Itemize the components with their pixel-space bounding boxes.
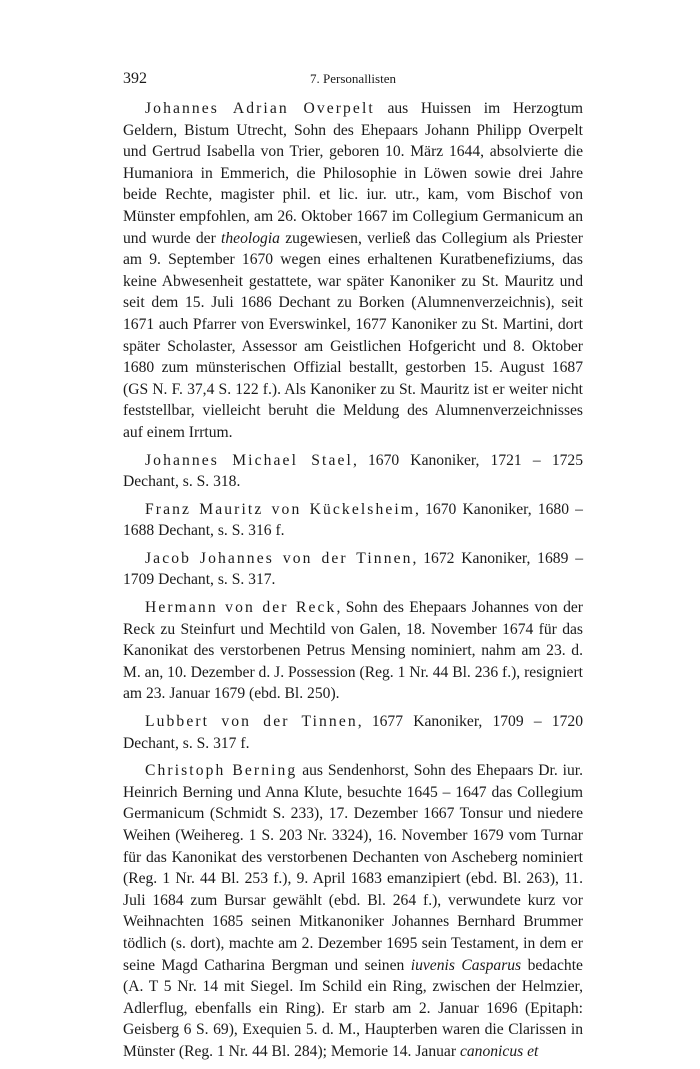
entry-jacob-tinnen xyxy=(123,548,583,591)
entry-kueckelsheim xyxy=(123,499,583,542)
entry-name: Christoph Berning xyxy=(145,762,298,780)
entry-berning xyxy=(123,760,583,1062)
entry-text: , Sohn des Ehepaars Johannes von der Reck zu Steinfurt und Mechtild von Galen, 18. November 1674 für das Kanonikat des verstorbenen Petrus Mensing nominiert, nahm am 23. d. M. an, 10. Dezember d. J. Possession (Reg. 1 Nr. 44 Bl. 236 f.), resigniert am 23. Januar 1679 (ebd. Bl. 250). xyxy=(123,599,583,703)
entry-text-italic: iuvenis Casparus xyxy=(410,956,522,974)
entry-text: , 1672 Kanoniker, 1689 – 1709 Dechant, s. S. 317. xyxy=(123,549,583,589)
entry-reck xyxy=(123,597,583,705)
document-page xyxy=(123,70,583,1069)
entry-name: Johannes Adrian Overpelt xyxy=(145,100,375,117)
running-title: 7. Personallisten xyxy=(310,71,396,86)
entry-text: zugewiesen, verließ das Collegium als Priester am 9. September 1670 wegen eines erhaltenen Kuratbenefiziums, das keine Abwesenheit gestattete, war später Kanoniker zu St. Mauritz und seit dem 15. Juli 1686 Dechant zu Borken (Alumnenverzeichnis), seit 1671 auch Pfarrer von Everswinkel, 1677 Kanoniker zu St. Martini, dort später Scholaster, Assessor am Geistlichen Hofgericht und 8. Oktober 1680 zum münsterischen Offizial bestallt, gestorben 15. August 1687 (GS N. F. 37,4 S. 122 f.). Als Kanoniker zu St. Mauritz ist er weiter nicht feststellbar, vielleicht beruht die Meldung des Alumnenverzeichnisses auf einem Irrtum. xyxy=(123,229,584,441)
entry-name: Hermann von der Reck xyxy=(145,599,337,617)
entry-text-italic: canonicus et xyxy=(459,1042,539,1060)
entry-text: , 1670 Kanoniker, 1721 – 1725 Dechant, s. S. 318. xyxy=(123,451,584,491)
entry-text: bedachte (A. T 5 Nr. 14 mit Siegel. Im Schild ein Ring, zwischen der Helmzier, Adlerflug, ebenfalls ein Ring). Er starb am 2. Januar 1696 (Epitaph: Geisberg 6 S. 69), Exequien 5. d. M., Haupterben waren die Clarissen in Münster (Reg. 1 Nr. 44 Bl. 284); Memorie 14. Januar xyxy=(123,956,583,1060)
entry-text-italic: theologia xyxy=(221,229,280,247)
page-number: 392 xyxy=(123,70,147,87)
entry-text: , 1670 Kanoniker, 1680 – 1688 Dechant, s. S. 316 f. xyxy=(123,500,583,540)
entry-name: Franz Mauritz von Kückelsheim xyxy=(145,500,416,518)
entry-name: Lubbert von der Tinnen xyxy=(145,713,358,731)
entry-name: Jacob Johannes von der Tinnen xyxy=(145,549,413,567)
entry-stael xyxy=(123,450,583,493)
entry-text: aus Sendenhorst, Sohn des Ehepaars Dr. iur. Heinrich Berning und Anna Klute, besuchte 1645 – 1647 das Collegium Germanicum (Schmidt S. 233), 17. Dezember 1667 Tonsur und niedere Weihen (Weihereg. 1 S. 203 Nr. 3324), 16. November 1679 vom Turnar für das Kanonikat des verstorbenen Dechanten von Ascheberg nominiert (Reg. 1 Nr. 44 Bl. 253 f.), 9. April 1683 emanzipiert (ebd. Bl. 263), 11. Juli 1684 zum Bursar gewählt (ebd. Bl. 264 f.), verwundete kurz vor Weihnachten 1685 seinen Mitkanoniker Johannes Bernhard Brummer tödlich (s. dort), machte am 2. Dezember 1695 sein Testament, in dem er seine Magd Catharina Bergman und seinen xyxy=(123,762,583,974)
entry-text: aus Huissen im Herzogtum Geldern, Bistum Utrecht, Sohn des Ehepaars Johann Philipp Overpelt und Gertrud Isabella von Trier, geboren 10. März 1644, absolvierte die Humaniora in Emmerich, die Philosophie in Löwen sowie drei Jahre beide Rechte, magister phil. et lic. iur. utr., kam, vom Bischof von Münster empfohlen, am 26. Oktober 1667 im Collegium Germanicum an und wurde der xyxy=(123,100,583,247)
entry-lubbert-tinnen xyxy=(123,711,583,754)
entry-name: Johannes Michael Stael xyxy=(145,451,353,469)
running-head xyxy=(123,70,583,92)
entry-list xyxy=(123,98,583,1063)
entry-text: , 1677 Kanoniker, 1709 – 1720 Dechant, s. S. 317 f. xyxy=(123,713,583,752)
entry-overpelt xyxy=(123,98,583,444)
